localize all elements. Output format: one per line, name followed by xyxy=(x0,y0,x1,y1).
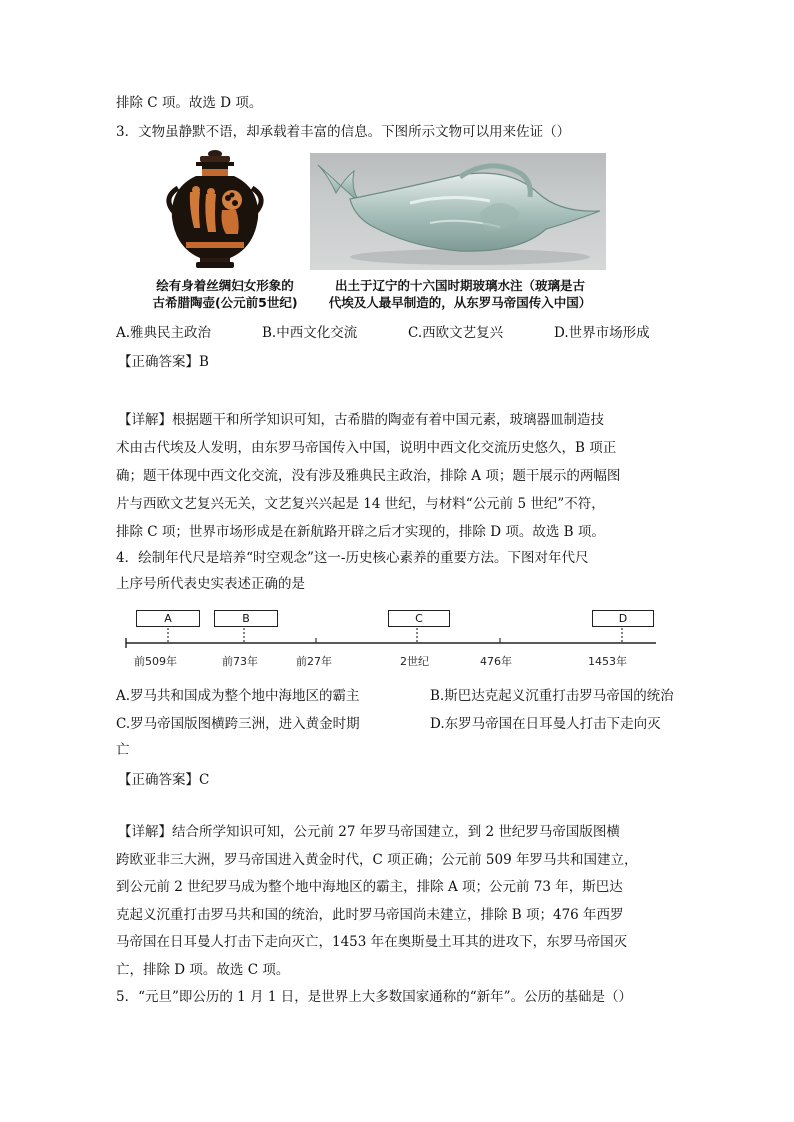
option-a: A.雅典民主政治 xyxy=(116,325,212,341)
question-4-cont: 上序号所代表史实表述正确的是 xyxy=(116,576,305,592)
detail-line: 【详解】结合所学知识可知，公元前 27 年罗马帝国建立，到 2 世纪罗马帝国版图横 xyxy=(118,824,620,840)
ewer-caption-line-1: 出土于辽宁的十六国时期玻璃水注（玻璃是古 xyxy=(334,278,585,293)
question-5: 5．“元旦”即公历的 1 月 1 日，是世界上大多数国家通称的“新年”。公历的基础是（） xyxy=(116,989,633,1005)
option-a: A.罗马共和国成为整个地中海地区的霸主 xyxy=(116,688,360,704)
answer-q3: 【正确答案】B xyxy=(118,354,209,370)
option-d-wrap: 亡 xyxy=(116,742,130,758)
timeline-label: 1453年 xyxy=(588,655,627,668)
detail-line: 术由古代埃及人发明，由东罗马帝国传入中国，说明中西文化交流历史悠久，B 项正 xyxy=(116,440,617,456)
timeline xyxy=(120,608,660,672)
detail-line: 排除 C 项；世界市场形成是在新航路开辟之后才实现的，排除 D 项。故选 B 项。 xyxy=(116,524,605,540)
detail-line: 【详解】根据题干和所学知识可知，古希腊的陶壶有着中国元素，玻璃器皿制造技 xyxy=(118,412,604,428)
option-b: B.斯巴达克起义沉重打击罗马帝国的统治 xyxy=(430,688,674,704)
greek-vase-image xyxy=(156,148,274,270)
timeline-label: 前27年 xyxy=(296,655,332,668)
vase-caption-line-2: 古希腊陶壶(公元前5世纪) xyxy=(152,295,298,310)
answer-q4: 【正确答案】C xyxy=(118,772,210,788)
question-3: 3．文物虽静默不语，却承载着丰富的信息。下图所示文物可以用来佐证（） xyxy=(116,124,571,140)
detail-line: 马帝国在日耳曼人打击下走向灭亡，1453 年在奥斯曼土耳其的进攻下，东罗马帝国灭 xyxy=(116,934,628,950)
detail-line: 到公元前 2 世纪罗马成为整个地中海地区的霸主，排除 A 项；公元前 73 年，斯巴达 xyxy=(116,879,623,895)
text-line: 排除 C 项。故选 D 项。 xyxy=(116,95,263,111)
timeline-box-c: C xyxy=(388,610,450,627)
timeline-label: 前73年 xyxy=(222,655,258,668)
timeline-box-d: D xyxy=(592,610,654,627)
ewer-caption-line-2: 代埃及人最早制造的，从东罗马帝国传入中国） xyxy=(328,295,592,310)
glass-ewer-image xyxy=(310,153,606,270)
detail-line: 片与西欧文艺复兴无关，文艺复兴兴起是 14 世纪，与材料“公元前 5 世纪”不符， xyxy=(116,496,605,512)
detail-line: 亡，排除 D 项。故选 C 项。 xyxy=(116,962,290,978)
detail-line: 确；题干体现中西文化交流，没有涉及雅典民主政治，排除 A 项；题干展示的两幅图 xyxy=(116,468,621,484)
timeline-label: 前509年 xyxy=(134,655,177,668)
vase-caption-line-1: 绘有身着丝绸妇女形象的 xyxy=(156,278,294,293)
question-4: 4．绘制年代尺是培养“时空观念”这一-历史核心素养的重要方法。下图对年代尺 xyxy=(116,550,589,566)
option-c: C.罗马帝国版图横跨三洲，进入黄金时期 xyxy=(116,716,360,732)
detail-line: 克起义沉重打击罗马共和国的统治，此时罗马帝国尚未建立，排除 B 项；476 年西罗 xyxy=(116,907,624,923)
timeline-box-b: B xyxy=(214,610,278,627)
timeline-label: 476年 xyxy=(480,655,512,668)
option-c: C.西欧文艺复兴 xyxy=(408,325,504,341)
timeline-label: 2世纪 xyxy=(400,655,429,668)
option-b: B.中西文化交流 xyxy=(262,325,358,341)
option-d: D.东罗马帝国在日耳曼人打击下走向灭 xyxy=(430,716,661,732)
detail-line: 跨欧亚非三大洲，罗马帝国进入黄金时代，C 项正确；公元前 509 年罗马共和国建立， xyxy=(116,852,638,868)
option-d: D.世界市场形成 xyxy=(554,325,650,341)
timeline-box-a: A xyxy=(136,610,200,627)
